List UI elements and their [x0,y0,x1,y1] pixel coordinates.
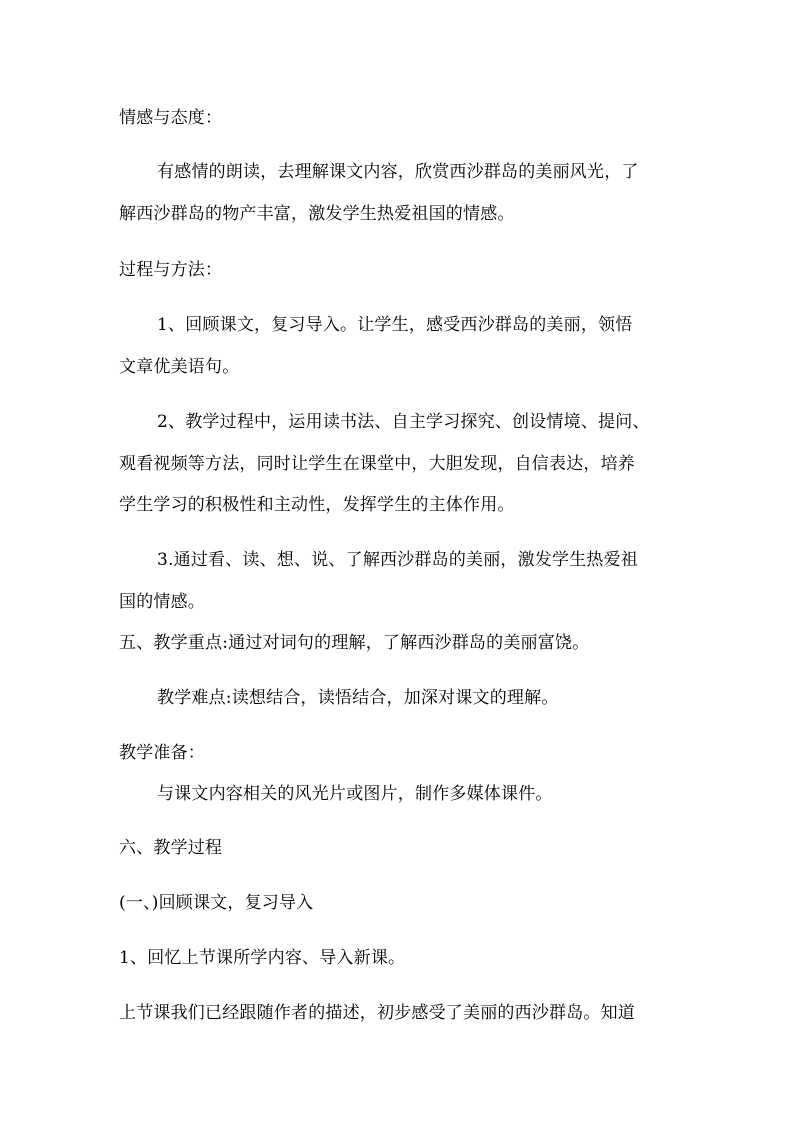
paragraph-line: 解西沙群岛的物产丰富，激发学生热爱祖国的情感。 [119,204,515,224]
heading-teaching-focus: 五、教学重点:通过对词句的理解，了解西沙群岛的美丽富饶。 [119,633,590,653]
paragraph-line: 国的情感。 [119,592,205,612]
heading-teaching-process: 六、教学过程 [119,838,223,858]
paragraph-line: 3.通过看、读、想、说、了解西沙群岛的美丽，激发学生热爱祖 [157,550,639,570]
heading-teaching-preparation: 教学准备： [119,743,205,763]
paragraph-line: 教学难点:读想结合，读悟结合，加深对课文的理解。 [157,688,559,708]
paragraph-line: 文章优美语句。 [119,357,240,377]
paragraph-line: 2、教学过程中，运用读书法、自主学习探究、创设情境、提问、 [157,412,650,432]
paragraph-line: 有感情的朗读，去理解课文内容，欣赏西沙群岛的美丽风光，了 [157,162,639,182]
paragraph-line: 1、回顾课文，复习导入。让学生，感受西沙群岛的美丽，领悟 [157,315,633,335]
heading-process-method: 过程与方法： [119,260,223,280]
subheading-review-intro: (一、)回顾课文，复习导入 [119,893,314,913]
paragraph-line: 上节课我们已经跟随作者的描述，初步感受了美丽的西沙群岛。知道 [119,1003,635,1023]
paragraph-line: 1、回忆上节课所学内容、导入新课。 [119,948,406,968]
paragraph-line: 学生学习的积极性和主动性，发挥学生的主体作用。 [119,495,515,515]
heading-emotion-attitude: 情感与态度： [119,108,223,128]
paragraph-line: 观看视频等方法，同时让学生在课堂中，大胆发现，自信表达，培养 [119,454,635,474]
paragraph-line: 与课文内容相关的风光片或图片，制作多媒体课件。 [157,784,553,804]
